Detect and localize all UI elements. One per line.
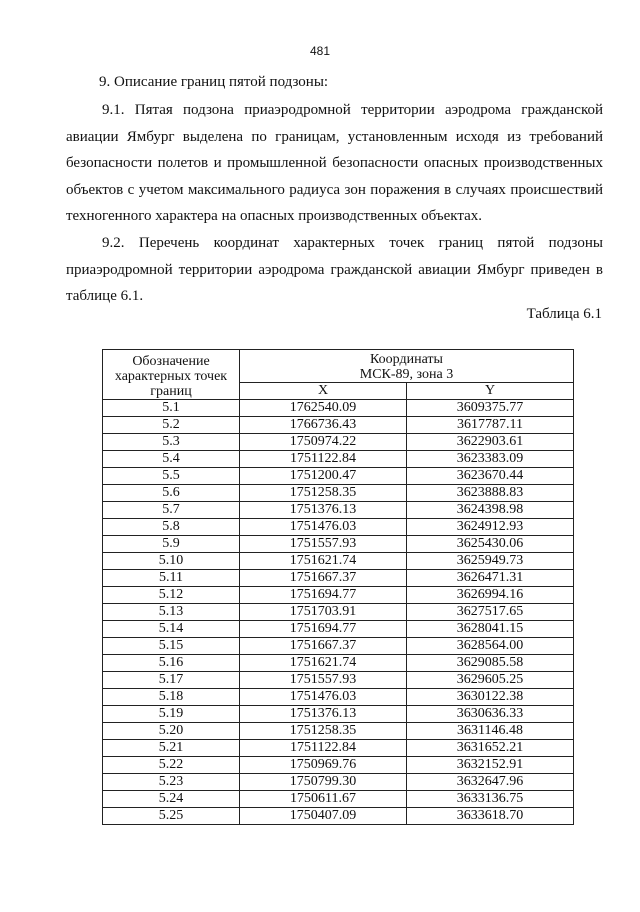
y-cell: 3632152.91 — [407, 757, 574, 774]
table-row — [103, 791, 574, 808]
y-cell: 3625949.73 — [407, 553, 574, 570]
x-cell: 1751694.77 — [240, 621, 407, 638]
table-body — [103, 400, 574, 825]
table-row — [103, 723, 574, 740]
paragraph-9-2: 9.2. Перечень координат характерных точек границ пятой подзоны приаэродромной территории аэродрома гражданской авиации Ямбург приведен в таблице 6.1. — [66, 235, 603, 304]
table-row — [103, 587, 574, 604]
header-coordinate-system: МСК-89, зона 3 — [359, 367, 454, 382]
x-cell: 1751557.93 — [240, 536, 407, 553]
y-cell: 3622903.61 — [407, 434, 574, 451]
y-cell: 3630122.38 — [407, 689, 574, 706]
section-heading: 9. Описание границ пятой подзоны: — [99, 74, 329, 90]
x-cell: 1750407.09 — [240, 808, 407, 825]
table-row — [103, 672, 574, 689]
y-cell: 3632647.96 — [407, 774, 574, 791]
y-cell: 3626471.31 — [407, 570, 574, 587]
point-cell: 5.3 — [103, 434, 240, 451]
point-cell: 5.12 — [103, 587, 240, 604]
table-row — [103, 774, 574, 791]
table-row — [103, 689, 574, 706]
y-cell: 3628041.15 — [407, 621, 574, 638]
header-y: Y — [407, 383, 574, 400]
table-row — [103, 400, 574, 417]
table-row — [103, 519, 574, 536]
x-cell: 1751258.35 — [240, 723, 407, 740]
point-cell: 5.21 — [103, 740, 240, 757]
coordinates-table — [102, 349, 574, 825]
table-header-row — [103, 350, 574, 383]
y-cell: 3633136.75 — [407, 791, 574, 808]
point-cell: 5.5 — [103, 468, 240, 485]
table-caption: Таблица 6.1 — [526, 306, 602, 322]
table-row — [103, 808, 574, 825]
table-row — [103, 502, 574, 519]
x-cell: 1750611.67 — [240, 791, 407, 808]
x-cell: 1751557.93 — [240, 672, 407, 689]
point-cell: 5.17 — [103, 672, 240, 689]
x-cell: 1751476.03 — [240, 519, 407, 536]
point-cell: 5.4 — [103, 451, 240, 468]
paragraph-9-1: 9.1. Пятая подзона приаэродромной территории аэродрома гражданской авиации Ямбург выделена по границам, установленным исходя из требований безопасности полетов и промышленной безопасности опасных производственных объектов с учетом максимального радиуса зон поражения в случаях происшествий техногенного характера на опасных производственных объектах. — [66, 102, 603, 224]
table-row — [103, 740, 574, 757]
x-cell: 1762540.09 — [240, 400, 407, 417]
y-cell: 3630636.33 — [407, 706, 574, 723]
header-coordinates-title: Координаты — [370, 352, 443, 367]
y-cell: 3633618.70 — [407, 808, 574, 825]
y-cell: 3625430.06 — [407, 536, 574, 553]
table-row — [103, 757, 574, 774]
x-cell: 1751200.47 — [240, 468, 407, 485]
point-cell: 5.23 — [103, 774, 240, 791]
y-cell: 3623888.83 — [407, 485, 574, 502]
x-cell: 1751376.13 — [240, 502, 407, 519]
x-cell: 1766736.43 — [240, 417, 407, 434]
x-cell: 1751621.74 — [240, 655, 407, 672]
point-cell: 5.19 — [103, 706, 240, 723]
x-cell: 1751694.77 — [240, 587, 407, 604]
y-cell: 3624912.93 — [407, 519, 574, 536]
point-cell: 5.13 — [103, 604, 240, 621]
x-cell: 1751703.91 — [240, 604, 407, 621]
point-cell: 5.10 — [103, 553, 240, 570]
table-row — [103, 638, 574, 655]
table-row — [103, 468, 574, 485]
x-cell: 1750974.22 — [240, 434, 407, 451]
header-coordinates — [240, 350, 574, 383]
table-row — [103, 553, 574, 570]
point-cell: 5.15 — [103, 638, 240, 655]
header-x: X — [240, 383, 407, 400]
y-cell: 3624398.98 — [407, 502, 574, 519]
point-cell: 5.1 — [103, 400, 240, 417]
x-cell: 1751258.35 — [240, 485, 407, 502]
point-cell: 5.22 — [103, 757, 240, 774]
point-cell: 5.8 — [103, 519, 240, 536]
point-cell: 5.7 — [103, 502, 240, 519]
y-cell: 3623670.44 — [407, 468, 574, 485]
table-row — [103, 621, 574, 638]
point-cell: 5.6 — [103, 485, 240, 502]
y-cell: 3609375.77 — [407, 400, 574, 417]
y-cell: 3623383.09 — [407, 451, 574, 468]
x-cell: 1750799.30 — [240, 774, 407, 791]
point-cell: 5.9 — [103, 536, 240, 553]
x-cell: 1751667.37 — [240, 570, 407, 587]
y-cell: 3631146.48 — [407, 723, 574, 740]
point-cell: 5.24 — [103, 791, 240, 808]
point-cell: 5.14 — [103, 621, 240, 638]
x-cell: 1751476.03 — [240, 689, 407, 706]
table-row — [103, 451, 574, 468]
table-row — [103, 604, 574, 621]
x-cell: 1751621.74 — [240, 553, 407, 570]
header-point-designation: Обозначение характерных точек границ — [103, 350, 240, 400]
table-row — [103, 570, 574, 587]
point-cell: 5.20 — [103, 723, 240, 740]
x-cell: 1750969.76 — [240, 757, 407, 774]
x-cell: 1751122.84 — [240, 451, 407, 468]
point-cell: 5.2 — [103, 417, 240, 434]
page-number: 481 — [309, 44, 331, 58]
table-row — [103, 706, 574, 723]
point-cell: 5.25 — [103, 808, 240, 825]
point-cell: 5.16 — [103, 655, 240, 672]
y-cell: 3629605.25 — [407, 672, 574, 689]
table-row — [103, 485, 574, 502]
point-cell: 5.18 — [103, 689, 240, 706]
point-cell: 5.11 — [103, 570, 240, 587]
y-cell: 3631652.21 — [407, 740, 574, 757]
x-cell: 1751376.13 — [240, 706, 407, 723]
table-row — [103, 434, 574, 451]
x-cell: 1751667.37 — [240, 638, 407, 655]
table-row — [103, 417, 574, 434]
y-cell: 3629085.58 — [407, 655, 574, 672]
y-cell: 3617787.11 — [407, 417, 574, 434]
y-cell: 3627517.65 — [407, 604, 574, 621]
table-row — [103, 536, 574, 553]
x-cell: 1751122.84 — [240, 740, 407, 757]
y-cell: 3628564.00 — [407, 638, 574, 655]
table-row — [103, 655, 574, 672]
y-cell: 3626994.16 — [407, 587, 574, 604]
